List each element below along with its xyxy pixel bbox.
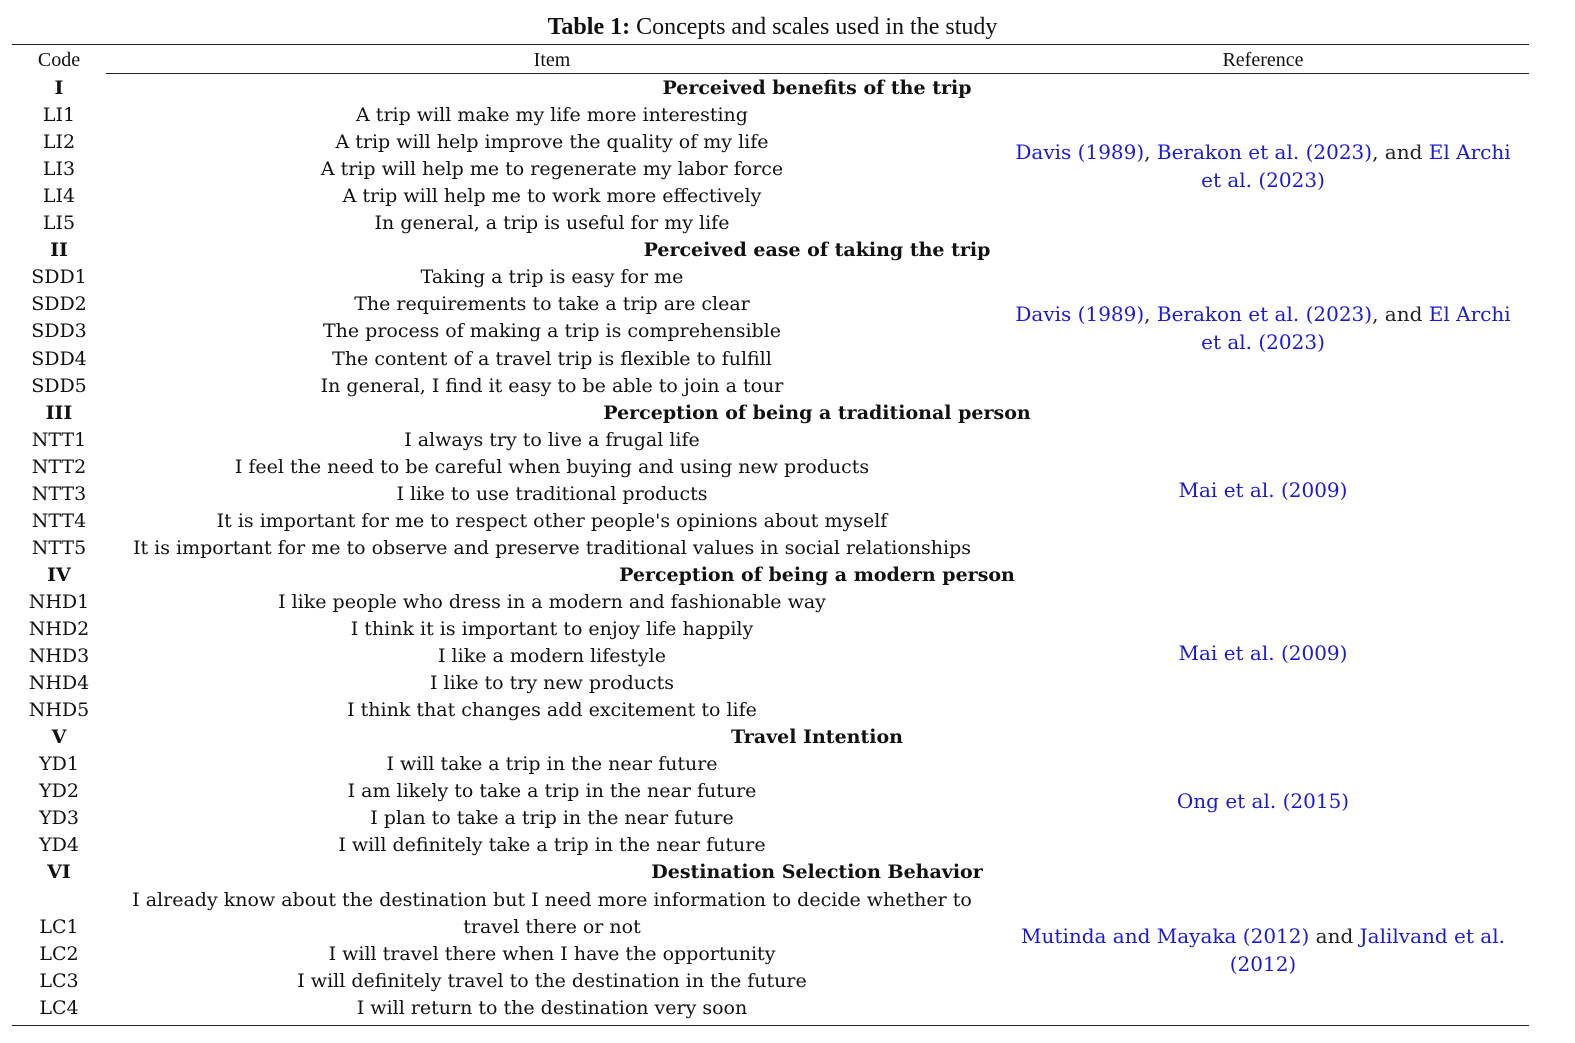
item-code: NTT1: [31, 428, 87, 451]
item-text: I think that changes add excitement to life: [347, 699, 757, 722]
reference-cell: [1013, 476, 1513, 504]
item-text: In general, I find it easy to be able to join a tour: [320, 374, 784, 397]
citation-text: , and: [1372, 301, 1429, 326]
item-code: NHD5: [28, 699, 90, 722]
item-text: I like to try new products: [430, 672, 674, 695]
item-text: I will definitely travel to the destination in the future: [297, 969, 807, 992]
section-number: IV: [47, 563, 71, 586]
column-header-reference: Reference: [1222, 49, 1304, 71]
item-code: LC2: [39, 942, 79, 965]
section-heading: Perception of being a modern person: [619, 563, 1015, 586]
item-text: I will return to the destination very soon: [356, 996, 748, 1019]
item-text: A trip will help improve the quality of my life: [335, 131, 769, 154]
item-code: NTT4: [31, 509, 87, 532]
item-text: I like to use traditional products: [396, 482, 708, 505]
section-heading: Perceived benefits of the trip: [662, 77, 972, 99]
section-heading: Perceived ease of taking the trip: [643, 239, 991, 262]
item-text: I am likely to take a trip in the near future: [347, 780, 757, 803]
reference-line: [1013, 950, 1513, 978]
item-code: SDD2: [31, 293, 87, 316]
citation-text: ,: [1144, 301, 1157, 326]
item-code: LI3: [42, 158, 76, 181]
column-header-item: Item: [533, 49, 571, 71]
citation-link[interactable]: Mai et al. (2009): [1178, 478, 1348, 503]
citation-link[interactable]: Davis (1989): [1015, 301, 1145, 326]
item-text: I like a modern lifestyle: [438, 645, 666, 668]
item-code: NHD3: [28, 645, 90, 668]
item-text: I feel the need to be careful when buying and using new products: [234, 455, 870, 478]
item-code: SDD4: [31, 347, 87, 370]
citation-link[interactable]: El Archi: [1428, 301, 1511, 326]
citation-link[interactable]: Berakon et al. (2023): [1156, 301, 1373, 326]
item-code: NTT3: [31, 482, 87, 505]
reference-cell: [1013, 639, 1513, 667]
bottom-rule: [12, 1025, 1529, 1026]
item-code: SDD3: [31, 320, 87, 343]
reference-line: [1013, 922, 1513, 950]
item-code: YD1: [39, 753, 79, 776]
item-text: I think it is important to enjoy life happily: [350, 618, 754, 640]
citation-link[interactable]: et al. (2023): [1201, 329, 1325, 354]
header-rule: [106, 73, 1529, 74]
reference-line: [1013, 138, 1513, 166]
citation-link[interactable]: (2012): [1229, 952, 1297, 977]
item-code: SDD5: [31, 374, 87, 397]
item-code: LI2: [42, 131, 76, 154]
citation-link[interactable]: Jalilvand et al.: [1359, 924, 1505, 949]
item-code: NHD4: [28, 672, 90, 695]
item-code: NHD2: [28, 618, 90, 640]
item-code: NTT2: [31, 455, 87, 478]
citation-link[interactable]: et al. (2023): [1201, 167, 1325, 192]
reference-line: [1013, 476, 1513, 504]
table-caption-text: Concepts and scales used in the study: [630, 14, 998, 40]
citation-text: and: [1309, 924, 1360, 949]
reference-line: [1013, 166, 1513, 194]
section-heading: Travel Intention: [731, 726, 903, 749]
item-text: I already know about the destination but I need more information to decide whether to: [132, 888, 972, 911]
item-code: YD4: [39, 834, 79, 857]
item-text: A trip will make my life more interesting: [356, 104, 748, 127]
item-code: LI4: [42, 185, 76, 208]
table-caption-label: Table 1:: [547, 14, 631, 40]
item-code: LC3: [39, 969, 79, 992]
column-header-code: Code: [37, 49, 81, 71]
section-number: II: [50, 239, 68, 262]
item-text: The process of making a trip is comprehensible: [322, 320, 782, 343]
item-code: NTT5: [31, 536, 87, 559]
section-number: V: [51, 726, 67, 749]
reference-cell: [1013, 138, 1513, 194]
citation-link[interactable]: El Archi: [1428, 139, 1511, 164]
reference-line: [1013, 639, 1513, 667]
item-text: I will travel there when I have the opportunity: [328, 942, 776, 965]
citation-text: ,: [1144, 139, 1157, 164]
item-code: YD3: [39, 807, 79, 830]
citation-link[interactable]: Berakon et al. (2023): [1156, 139, 1373, 164]
item-code: YD2: [39, 780, 79, 803]
item-text: I will definitely take a trip in the near future: [338, 834, 766, 857]
item-text: A trip will help me to regenerate my labor force: [320, 158, 784, 181]
citation-link[interactable]: Mai et al. (2009): [1178, 640, 1348, 665]
top-rule: [12, 44, 1529, 45]
reference-line: [1013, 300, 1513, 328]
citation-link[interactable]: Mutinda and Mayaka (2012): [1021, 924, 1310, 949]
section-number: I: [54, 77, 64, 99]
concepts-table: [12, 44, 1529, 1024]
item-code: LI1: [42, 104, 76, 127]
item-text: travel there or not: [463, 915, 641, 938]
reference-cell: [1013, 300, 1513, 356]
item-text: In general, a trip is useful for my life: [374, 212, 730, 235]
section-heading: Perception of being a traditional person: [603, 401, 1031, 424]
item-text: The requirements to take a trip are clear: [354, 293, 750, 316]
item-text: I plan to take a trip in the near future: [370, 807, 734, 830]
item-text: A trip will help me to work more effectively: [342, 185, 762, 208]
reference-cell: [1013, 787, 1513, 815]
table-caption: [0, 11, 1545, 43]
item-code: NHD1: [28, 590, 90, 613]
item-code: LC4: [39, 996, 79, 1019]
item-text: It is important for me to respect other people's opinions about myself: [216, 509, 888, 532]
item-text: Taking a trip is easy for me: [420, 266, 684, 289]
section-heading: Destination Selection Behavior: [651, 861, 983, 884]
item-text: I like people who dress in a modern and fashionable way: [278, 590, 826, 613]
item-text: I always try to live a frugal life: [404, 428, 700, 451]
item-text: The content of a travel trip is flexible to fulfill: [332, 347, 772, 370]
citation-text: , and: [1372, 139, 1429, 164]
citation-link[interactable]: Ong et al. (2015): [1176, 789, 1350, 814]
item-code: LI5: [42, 212, 76, 235]
item-code: SDD1: [31, 266, 87, 289]
reference-cell: [1013, 922, 1513, 978]
item-text: I will take a trip in the near future: [386, 753, 718, 776]
item-code: LC1: [39, 915, 79, 938]
reference-line: [1013, 328, 1513, 356]
citation-link[interactable]: Davis (1989): [1015, 139, 1145, 164]
section-number: VI: [47, 861, 71, 884]
reference-line: [1013, 787, 1513, 815]
section-number: III: [45, 401, 73, 424]
item-text: It is important for me to observe and preserve traditional values in social relationships: [132, 536, 972, 559]
